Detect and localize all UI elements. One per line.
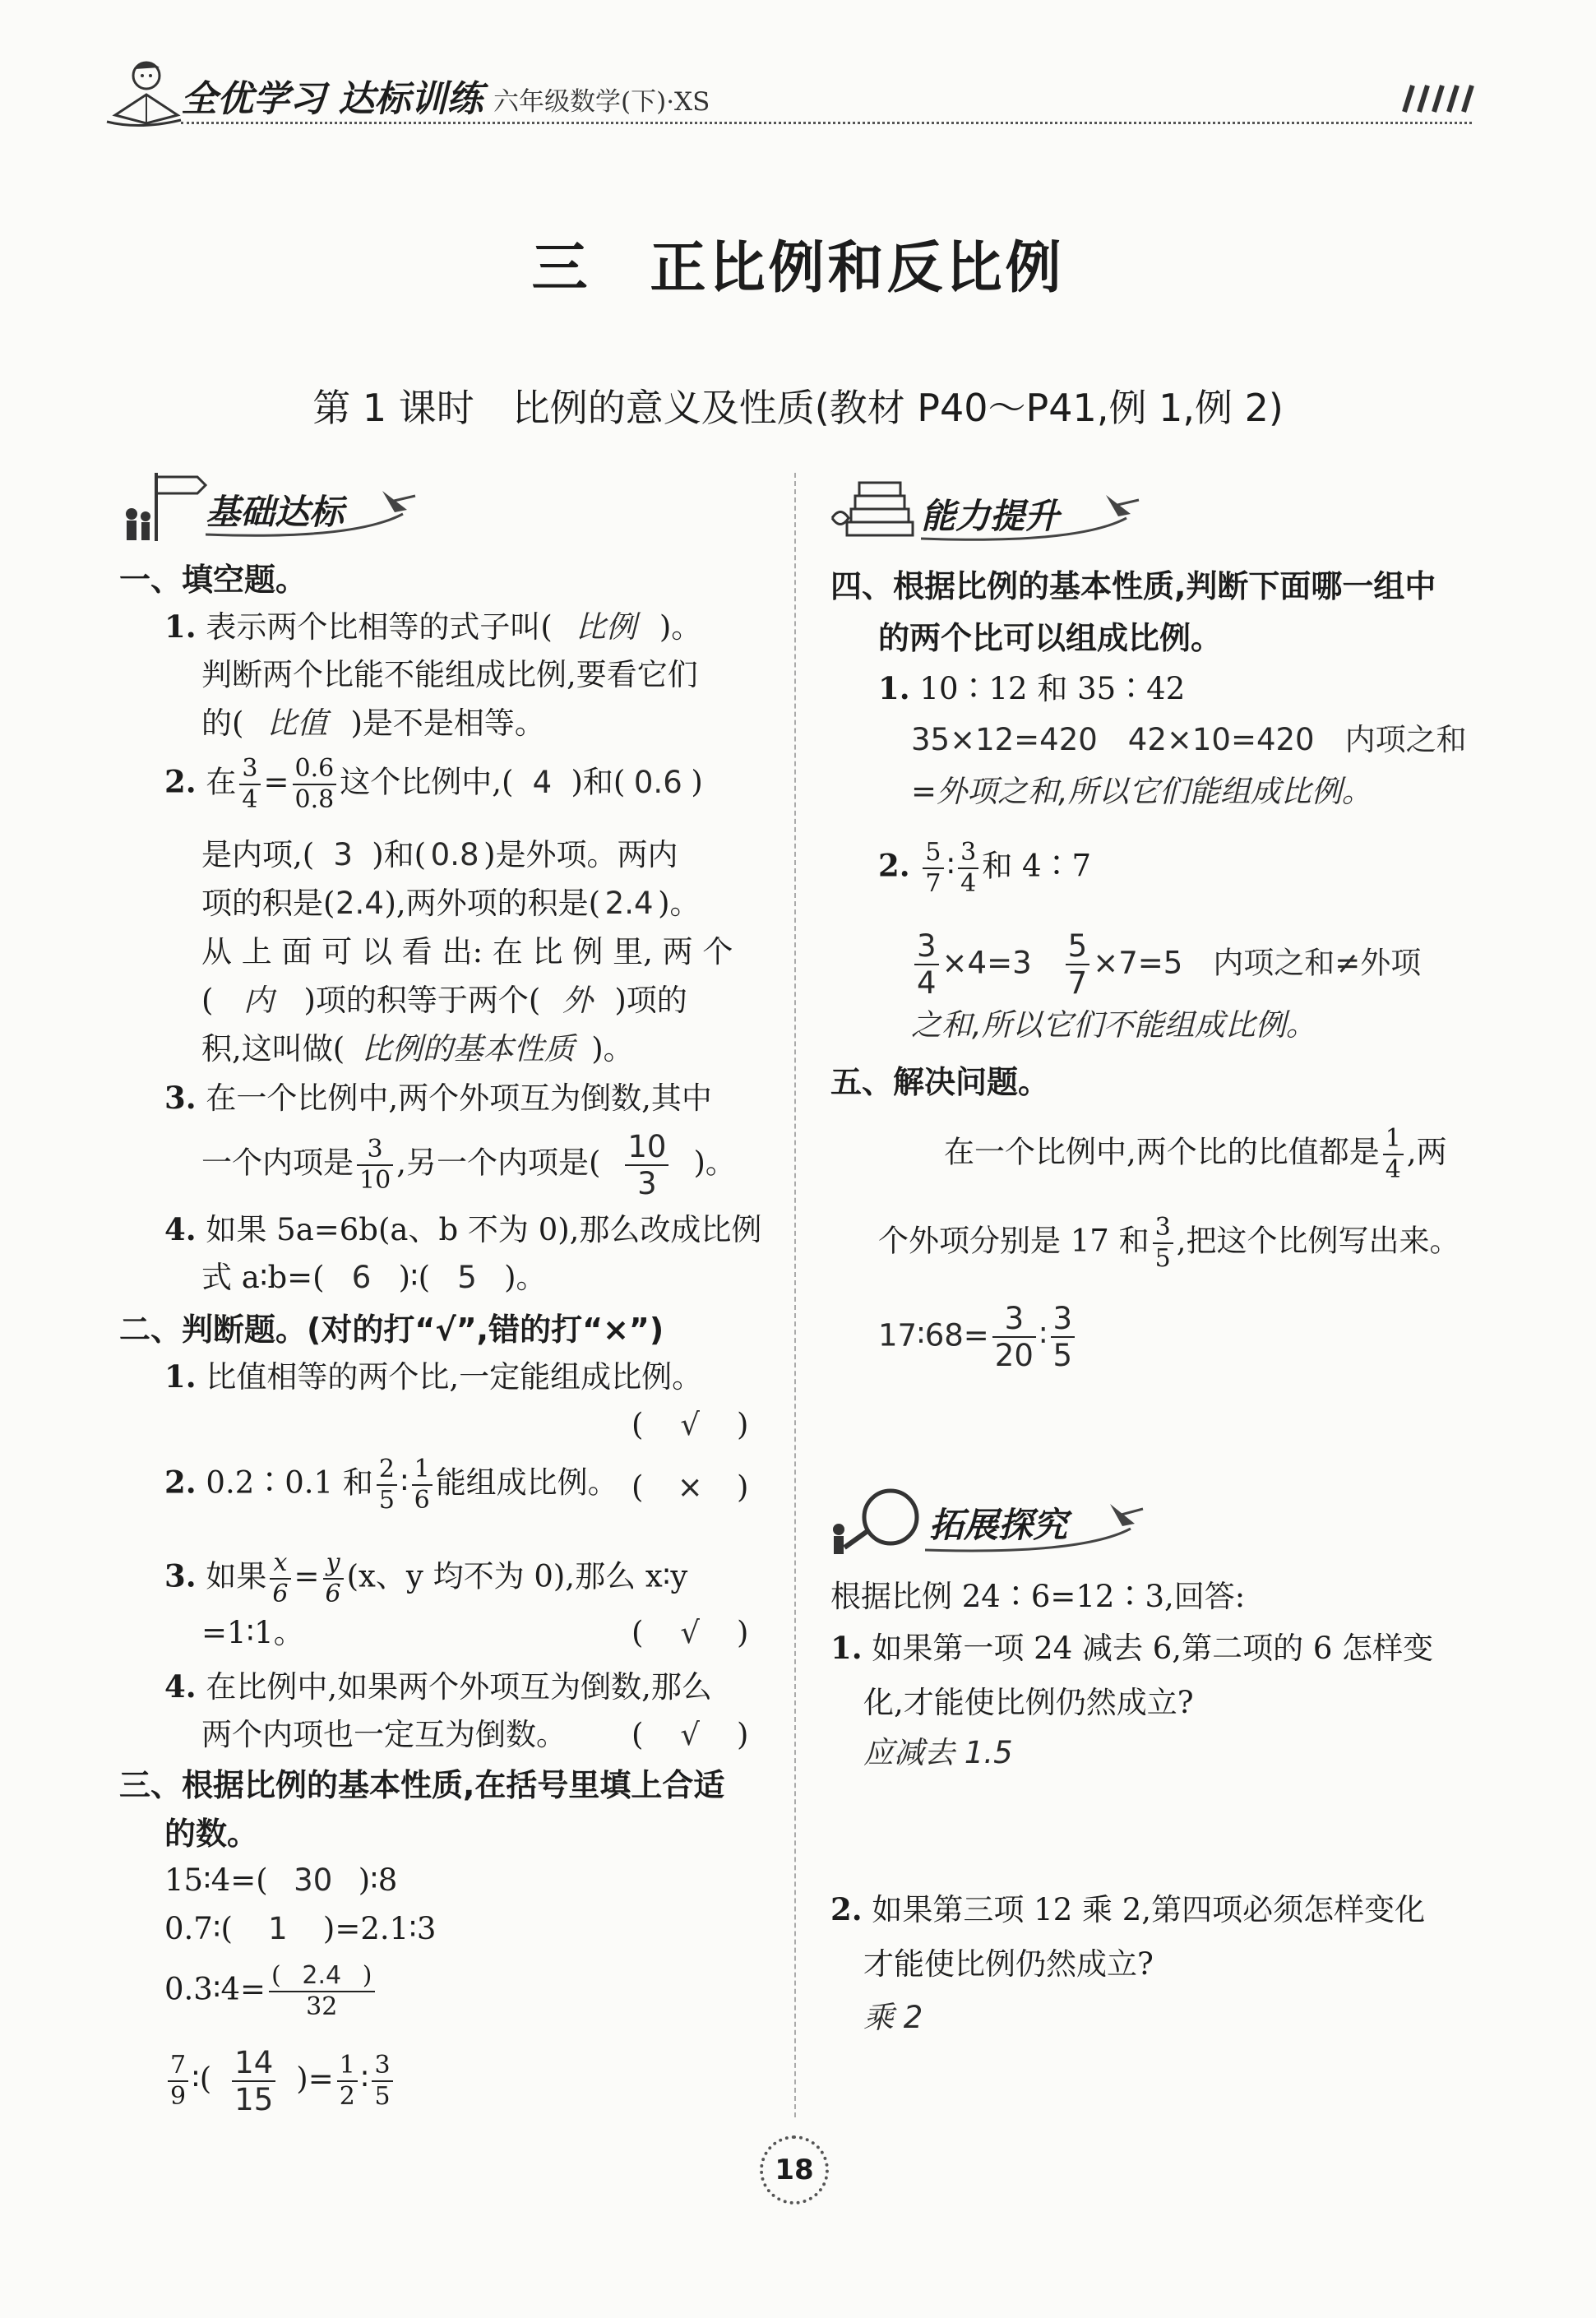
j1-text: 比值相等的两个比,一定能组成比例。 [206, 1359, 703, 1395]
q2-l2c: )是外项。两内 [483, 837, 678, 872]
s1-c: 个外项分别是 17 和 [878, 1223, 1150, 1259]
r1-number: 1. [878, 670, 910, 706]
books-icon [830, 473, 921, 547]
plane-swoosh-icon [921, 485, 1143, 547]
q4-number: 4. [164, 1211, 197, 1247]
q2-l5b: )项的积等于两个( [303, 983, 541, 1018]
q2-f1-den: 4 [242, 785, 258, 814]
q2-fraction-2 [293, 756, 337, 812]
r2-wf1-den: 4 [917, 965, 937, 1001]
q2-answer-6: 2.4 [604, 886, 654, 921]
banner-ability [830, 473, 1143, 547]
j2-f2-den: 6 [414, 1486, 430, 1515]
j4-l1: 在比例中,如果两个外项互为倒数,那么 [206, 1669, 712, 1705]
q2-answer-9: 比例的基本性质 [361, 1031, 575, 1066]
p1-answer: 30 [294, 1862, 333, 1898]
p2-line [164, 1905, 436, 1953]
s1-g-num: 3 [1153, 1215, 1173, 1244]
j2-fraction-1 [377, 1457, 397, 1513]
j2-f1-den: 5 [378, 1486, 395, 1515]
q2-fraction-1 [239, 756, 260, 812]
q4-l2c: )。 [504, 1260, 547, 1295]
r2-work-fraction-1 [914, 928, 939, 1001]
section-fill-numbers-a: 三、根据比例的基本性质,在括号里填上合适 [119, 1767, 725, 1803]
j3-line2: =1∶1。 [201, 1615, 304, 1650]
q2-line1 [164, 756, 703, 812]
r2-number: 2. [878, 847, 910, 884]
q4-l1: 如果 5a=6b(a、b 不为 0),那么改成比例 [206, 1212, 762, 1247]
p4-line [164, 2047, 396, 2115]
p4-fraction-1 [168, 2053, 188, 2109]
q2-answer-5: 2.4 [335, 886, 384, 921]
s1-line2 [878, 1215, 1460, 1271]
q1-answer-1: 比例 [575, 609, 636, 645]
j4-line2: 两个内项也一定互为倒数。 [201, 1717, 567, 1752]
signpost-kids-icon [119, 469, 210, 543]
q2-f1-num: 3 [239, 756, 260, 785]
r2-f1-den: 7 [925, 869, 941, 898]
p4-b: )= [296, 2061, 334, 2097]
section-fill-blank: 一、填空题。 [119, 562, 308, 598]
j4-line1 [164, 1663, 712, 1711]
section-solve: 五、解决问题。 [830, 1064, 1050, 1100]
j3-post: (x、y 均不为 0),那么 x∶y [346, 1558, 688, 1594]
r1-question: 10∶12 和 35∶42 [919, 671, 1186, 706]
r1-work-1: 35×12=420 42×10=420 内项之和 [911, 722, 1467, 757]
p4-f1-num: 7 [168, 2053, 188, 2082]
q4-answer-1: 6 [351, 1260, 372, 1295]
q1-text-b: )。 [659, 609, 702, 645]
r2-f1-num: 5 [923, 840, 943, 869]
s1-answer [878, 1303, 1078, 1371]
s1-f-num: 1 [1383, 1127, 1404, 1155]
s1-fraction-1 [1383, 1124, 1404, 1184]
section-fill-numbers-b: 的数。 [164, 1816, 259, 1852]
unit-title: 三 正比例和反比例 [531, 236, 1065, 301]
banner-ability-label: 能力提升 [921, 496, 1060, 536]
q2-answer-2: 0.6 [633, 764, 682, 800]
magnifier-kid-icon [826, 1480, 933, 1558]
q2-l6a: 积,这叫做( [201, 1031, 345, 1066]
explore-intro: 根据比例 24∶6=12∶3,回答: [830, 1579, 1246, 1614]
j3-f2-den: 6 [325, 1580, 341, 1608]
q2-answer-1: 4 [532, 764, 553, 800]
s1-af1-num: 3 [992, 1303, 1036, 1338]
s1-answer-a: 17∶68= [878, 1317, 989, 1353]
reading-boy-logo-icon [99, 58, 189, 132]
q2-l2b: )和( [372, 837, 427, 872]
section-judge-b: 的两个比可以组成比例。 [878, 620, 1223, 656]
banner-basic [119, 469, 415, 543]
p4-fraction-2 [337, 2053, 358, 2109]
q3-l2b: ,另一个内项是( [396, 1145, 601, 1181]
q3-answer-den: 3 [637, 1166, 657, 1201]
s1-af1-den: 20 [994, 1338, 1034, 1373]
r2-post: 和 4∶7 [982, 848, 1092, 884]
header-brand: 全优学习 达标训练 [181, 78, 483, 120]
q1-text-a: 表示两个比相等的式子叫( [206, 609, 553, 645]
lesson-title: 第 1 课时 比例的意义及性质(教材 P40～P41,例 1,例 2) [312, 386, 1284, 430]
q1-text-d: )是不是相等。 [350, 706, 545, 741]
q2-l3a: 项的积是( [201, 886, 335, 921]
banner-explore-label: 拓展探究 [929, 1505, 1068, 1545]
r2-work-1 [911, 928, 1422, 1001]
p2-answer: 1 [268, 1911, 288, 1946]
q2-eq: = [263, 764, 289, 800]
t2-l1: 如果第三项 12 乘 2,第四项必须怎样变化 [872, 1892, 1426, 1927]
header-stripes-icon [1398, 82, 1480, 115]
q2-line5 [201, 977, 687, 1025]
p1-line [164, 1857, 397, 1904]
p2-b: )=2.1∶3 [322, 1911, 437, 1946]
s1-a: 在一个比例中,两个比的比值都是 [944, 1134, 1380, 1170]
t2-line1 [830, 1885, 1425, 1934]
r2-wf2-den: 7 [1067, 965, 1088, 1001]
q2-l3b: ),两外项的积是( [384, 886, 601, 921]
s1-fraction-2 [1153, 1215, 1173, 1271]
q3-line1 [164, 1074, 712, 1122]
r2-work-a: ×4=3 [941, 945, 1032, 981]
r2-work-fraction-2 [1066, 928, 1090, 1001]
j2-line [164, 1457, 618, 1513]
j2-mark: × [677, 1469, 703, 1505]
q1-text-c: 的( [201, 706, 244, 741]
header-subtitle: 六年级数学(下)·XS [493, 87, 710, 117]
page-number-badge [760, 2135, 829, 2205]
j2-colon: ∶ [400, 1464, 409, 1501]
column-divider [794, 473, 796, 2117]
banner-explore [826, 1480, 1155, 1558]
j4-mark-box: ( √ ) [631, 1711, 748, 1759]
q4-answer-2: 5 [457, 1260, 477, 1295]
j3-f2-num: y [323, 1551, 344, 1580]
s1-answer-colon: ∶ [1039, 1317, 1048, 1353]
q3-l2a: 一个内项是 [201, 1145, 354, 1181]
j2-pre: 0.2∶0.1 和 [206, 1464, 373, 1501]
t2-line2: 才能使比例仍然成立? [863, 1946, 1154, 1982]
q2-close: ) [691, 764, 703, 800]
j3-eq: = [294, 1558, 320, 1594]
r2-fraction-2 [958, 840, 978, 896]
q3-answer-num: 10 [625, 1131, 668, 1166]
r2-f2-den: 4 [960, 869, 977, 898]
r2-f2-num: 3 [958, 840, 978, 869]
j2-fraction-2 [412, 1457, 433, 1513]
q3-l2c: )。 [693, 1145, 736, 1181]
q2-f2-den: 0.8 [294, 785, 335, 814]
t1-l1: 如果第一项 24 减去 6,第二项的 6 怎样变 [872, 1631, 1434, 1666]
plane-swoosh-icon [206, 481, 419, 543]
j3-fraction-2 [323, 1548, 344, 1608]
q2-line4: 从 上 面 可 以 看 出: 在 比 例 里, 两 个 [201, 934, 733, 969]
t1-line1 [830, 1624, 1433, 1673]
q3-line2 [201, 1131, 736, 1199]
s1-line1 [944, 1124, 1447, 1184]
s1-d: ,把这个比例写出来。 [1176, 1223, 1460, 1259]
r2-fraction-1 [923, 840, 943, 896]
p4-f3-num: 3 [372, 2053, 392, 2082]
t1-line2: 化,才能使比例仍然成立? [863, 1685, 1194, 1720]
j1-number: 1. [164, 1358, 197, 1395]
j3-fraction-1 [270, 1548, 290, 1608]
t2-answer: 乘 2 [863, 2000, 923, 2035]
p3-fraction [269, 1961, 375, 2021]
q1-number: 1. [164, 608, 197, 645]
j3-mark: √ [680, 1615, 700, 1650]
q1-line2: 判断两个比能不能组成比例,要看它们 [201, 657, 698, 692]
p4-answer-fraction [232, 2047, 275, 2115]
r2-wf1-num: 3 [914, 931, 939, 965]
p3-a: 0.3∶4= [164, 1971, 266, 2007]
j1-line1 [164, 1353, 702, 1401]
j2-f1-num: 2 [377, 1457, 397, 1486]
q2-l3c: )。 [658, 886, 701, 921]
s1-b: ,两 [1406, 1134, 1447, 1170]
s1-af2-num: 3 [1051, 1303, 1076, 1338]
j3-f1-den: 6 [272, 1580, 289, 1608]
j2-f2-num: 1 [412, 1457, 433, 1486]
p4-f3-den: 5 [374, 2082, 391, 2111]
q4-line2 [201, 1254, 547, 1302]
t1-number: 1. [830, 1630, 863, 1666]
p4-fraction-3 [372, 2053, 392, 2109]
j2-number: 2. [164, 1464, 197, 1501]
p1-b: )∶8 [358, 1862, 398, 1898]
s1-answer-fraction-2 [1051, 1303, 1076, 1371]
p4-a: ∶( [192, 2061, 212, 2097]
p4-colon: ∶ [360, 2061, 369, 2097]
q2-line3 [201, 880, 701, 928]
s1-g-den: 5 [1154, 1244, 1171, 1273]
q2-number: 2. [164, 763, 197, 800]
q3-f-den: 10 [359, 1166, 391, 1195]
p4-f2-num: 1 [337, 2053, 358, 2082]
q2-l6b: )。 [591, 1031, 634, 1066]
page-number: 18 [775, 2154, 814, 2186]
q3-f-num: 3 [357, 1137, 393, 1166]
j1-mark: √ [680, 1407, 700, 1442]
j1-mark-box: ( √ ) [631, 1401, 748, 1449]
s1-af2-den: 5 [1052, 1338, 1073, 1373]
q2-l5c: )项的 [614, 983, 687, 1018]
p3-line [164, 1961, 378, 2021]
q2-answer-4: 0.8 [430, 837, 479, 872]
r2-line1 [878, 840, 1091, 896]
p1-a: 15∶4=( [164, 1862, 268, 1898]
r2-work-2: 之和,所以它们不能组成比例。 [911, 1007, 1316, 1043]
j4-number: 4. [164, 1668, 197, 1705]
header-rule [181, 122, 1472, 124]
q1-line3 [201, 700, 545, 747]
q4-l2a: 式 a∶b=( [201, 1260, 325, 1295]
q2-answer-7: 内 [243, 983, 274, 1018]
q2-l2a: 是内项,( [201, 837, 315, 872]
section-judge-a: 四、根据比例的基本性质,判断下面哪一组中 [830, 568, 1436, 604]
p3-answer: 2.4 [302, 1961, 342, 1990]
plane-swoosh-icon [925, 1492, 1147, 1558]
p2-a: 0.7∶( [164, 1911, 233, 1946]
j3-mark-box: ( √ ) [631, 1609, 748, 1657]
j2-post: 能组成比例。 [435, 1464, 618, 1501]
p3-answer-num: ( 2.4 ) [269, 1964, 375, 1992]
q3-number: 3. [164, 1080, 197, 1116]
q2-mid: 这个比例中,( [340, 764, 514, 800]
q2-pre: 在 [206, 764, 237, 800]
q3-fraction [357, 1137, 393, 1193]
t2-number: 2. [830, 1891, 863, 1927]
p4-f2-den: 2 [339, 2082, 355, 2111]
q3-l1: 在一个比例中,两个外项互为倒数,其中 [206, 1080, 712, 1116]
j3-line1 [164, 1548, 688, 1608]
section-true-false: 二、判断题。(对的打“√”,错的打“×”) [119, 1312, 664, 1348]
q2-answer-8: 外 [562, 983, 593, 1018]
j3-number: 3. [164, 1557, 197, 1594]
header [99, 58, 1480, 132]
p4-answer-den: 15 [234, 2082, 274, 2117]
s1-answer-fraction-1 [992, 1303, 1036, 1371]
q2-l5a: ( [201, 983, 214, 1018]
q1-answer-2: 比值 [266, 706, 328, 741]
q2-line6 [201, 1025, 634, 1073]
j3-f1-num: x [270, 1551, 290, 1580]
q2-answer-3: 3 [333, 837, 353, 872]
q4-l2b: )∶( [398, 1260, 431, 1295]
banner-basic-label: 基础达标 [206, 492, 345, 532]
q2-line2 [201, 831, 678, 879]
j3-pre: 如果 [206, 1558, 267, 1594]
p4-f1-den: 9 [170, 2082, 187, 2111]
q2-f2-num: 0.6 [293, 756, 337, 785]
r2-work-b: ×7=5 内项之和≠外项 [1093, 945, 1422, 981]
r1-work-2: =外项之和,所以它们能组成比例。 [911, 774, 1372, 809]
q2-and: )和( [571, 764, 626, 800]
r2-wf2-num: 5 [1066, 931, 1090, 965]
p3-den: 32 [306, 1992, 338, 2021]
p4-answer-num: 14 [232, 2047, 275, 2082]
q4-line1 [164, 1205, 761, 1254]
j4-mark: √ [680, 1717, 700, 1752]
s1-f-den: 4 [1385, 1155, 1401, 1184]
r1-line1 [878, 664, 1185, 713]
j2-mark-box: ( × ) [631, 1464, 748, 1511]
q3-answer-fraction [625, 1131, 668, 1199]
q1-line1 [164, 603, 701, 651]
r2-colon: ∶ [946, 848, 955, 884]
t1-answer: 应减去 1.5 [863, 1735, 1013, 1770]
